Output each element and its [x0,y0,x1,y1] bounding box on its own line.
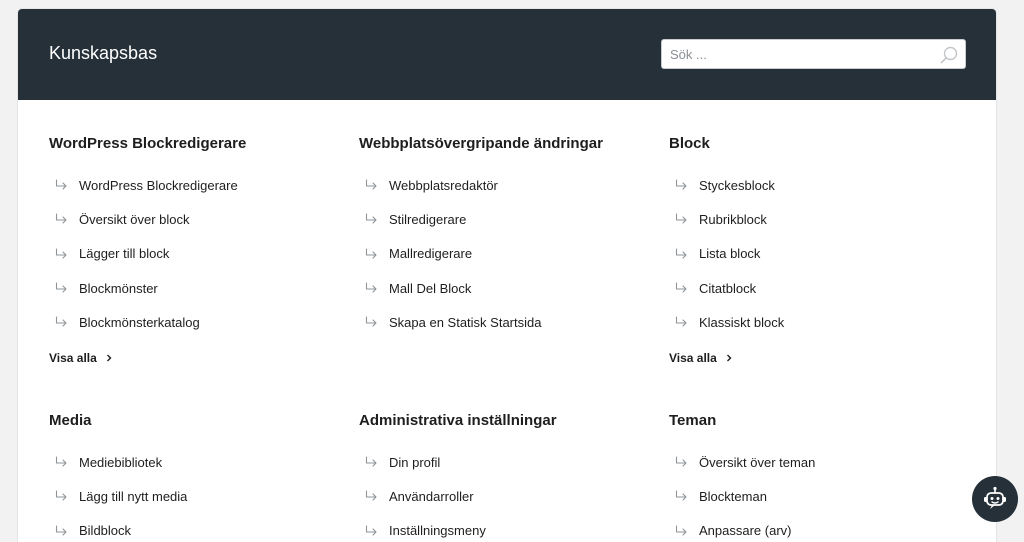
list-item[interactable] [359,305,649,339]
category-item-list [49,445,339,542]
list-item[interactable] [359,202,649,236]
list-item[interactable] [49,168,339,202]
list-item[interactable] [669,445,959,479]
category-item-list [669,445,959,542]
category-title[interactable]: Media [49,412,92,429]
list-item-label: Blockmönster [79,280,158,296]
return-arrow-icon [365,490,378,502]
robot-icon [981,485,1009,513]
chevron-right-icon [105,354,113,362]
chevron-right-icon [725,354,733,362]
return-arrow-icon [365,456,378,468]
category-media [49,412,339,542]
search-box [661,39,966,69]
list-item-label: Din profil [389,454,441,470]
view-all-link[interactable] [669,351,733,365]
list-item[interactable] [669,479,959,513]
return-arrow-icon [675,248,688,260]
return-arrow-icon [675,525,688,537]
list-item[interactable] [669,271,959,305]
list-item-label: Bildblock [79,523,132,539]
return-arrow-icon [55,525,68,537]
list-item[interactable] [359,514,649,542]
category-item-list [359,445,649,542]
list-item[interactable] [49,305,339,339]
category-title[interactable]: WordPress Blockredigerare [49,135,247,152]
category-title[interactable]: Teman [669,412,717,429]
list-item-label: Mallredigerare [389,246,473,262]
search-icon[interactable] [939,45,959,65]
category-block [669,135,959,367]
list-item-label: Blockteman [699,488,767,504]
list-item[interactable] [669,168,959,202]
category-title[interactable]: Webbplatsövergripande ändringar [359,135,603,152]
list-item[interactable] [669,305,959,339]
list-item-label: Översikt över teman [699,454,816,470]
category-item-list [49,168,339,339]
return-arrow-icon [55,179,68,191]
return-arrow-icon [675,456,688,468]
view-all-label: Visa alla [49,351,97,366]
view-all-link[interactable] [49,351,113,365]
page-title: Kunskapsbas [49,43,158,63]
list-item-label: Översikt över block [79,211,190,227]
list-item[interactable] [669,237,959,271]
list-item[interactable] [49,271,339,305]
category-webbplatsovergripande-andringar [359,135,649,339]
return-arrow-icon [675,490,688,502]
list-item-label: Mall Del Block [389,280,472,296]
category-administrativa-installningar [359,412,649,542]
return-arrow-icon [365,248,378,260]
list-item-label: Rubrikblock [699,211,767,227]
return-arrow-icon [55,490,68,502]
category-title[interactable]: Block [669,135,710,152]
return-arrow-icon [55,213,68,225]
return-arrow-icon [365,316,378,328]
list-item-label: Skapa en Statisk Startsida [389,314,542,330]
category-item-list [669,168,959,339]
category-wordpress-blockredigerare [49,135,339,367]
list-item-label: Inställningsmeny [389,523,486,539]
list-item-label: Lägger till block [79,246,170,262]
list-item-label: Mediebibliotek [79,454,163,470]
list-item-label: WordPress Blockredigerare [79,177,238,193]
return-arrow-icon [55,248,68,260]
list-item-label: Lägg till nytt media [79,488,188,504]
return-arrow-icon [675,179,688,191]
list-item[interactable] [359,479,649,513]
assistant-chat-button[interactable] [972,476,1018,522]
view-all-label: Visa alla [669,351,717,366]
list-item-label: Stilredigerare [389,211,467,227]
return-arrow-icon [675,213,688,225]
list-item[interactable] [359,445,649,479]
return-arrow-icon [55,456,68,468]
list-item-label: Användarroller [389,488,474,504]
return-arrow-icon [675,282,688,294]
return-arrow-icon [365,525,378,537]
category-teman [669,412,959,542]
list-item-label: Styckesblock [699,177,775,193]
category-title[interactable]: Administrativa inställningar [359,412,557,429]
list-item[interactable] [49,479,339,513]
list-item[interactable] [49,237,339,271]
return-arrow-icon [365,213,378,225]
list-item-label: Blockmönsterkatalog [79,314,200,330]
return-arrow-icon [365,179,378,191]
list-item[interactable] [669,514,959,542]
list-item-label: Klassiskt block [699,314,785,330]
list-item[interactable] [359,237,649,271]
list-item-label: Citatblock [699,280,757,296]
list-item[interactable] [359,271,649,305]
return-arrow-icon [55,316,68,328]
return-arrow-icon [55,282,68,294]
search-input[interactable] [662,40,934,68]
category-item-list [359,168,649,339]
list-item[interactable] [49,514,339,542]
list-item-label: Lista block [699,246,761,262]
list-item-label: Webbplatsredaktör [389,177,498,193]
return-arrow-icon [675,316,688,328]
list-item-label: Anpassare (arv) [699,523,792,539]
return-arrow-icon [365,282,378,294]
list-item[interactable] [359,168,649,202]
knowledge-base-panel [18,9,996,542]
list-item[interactable] [669,202,959,236]
list-item[interactable] [49,202,339,236]
header-bar [18,9,996,100]
list-item[interactable] [49,445,339,479]
